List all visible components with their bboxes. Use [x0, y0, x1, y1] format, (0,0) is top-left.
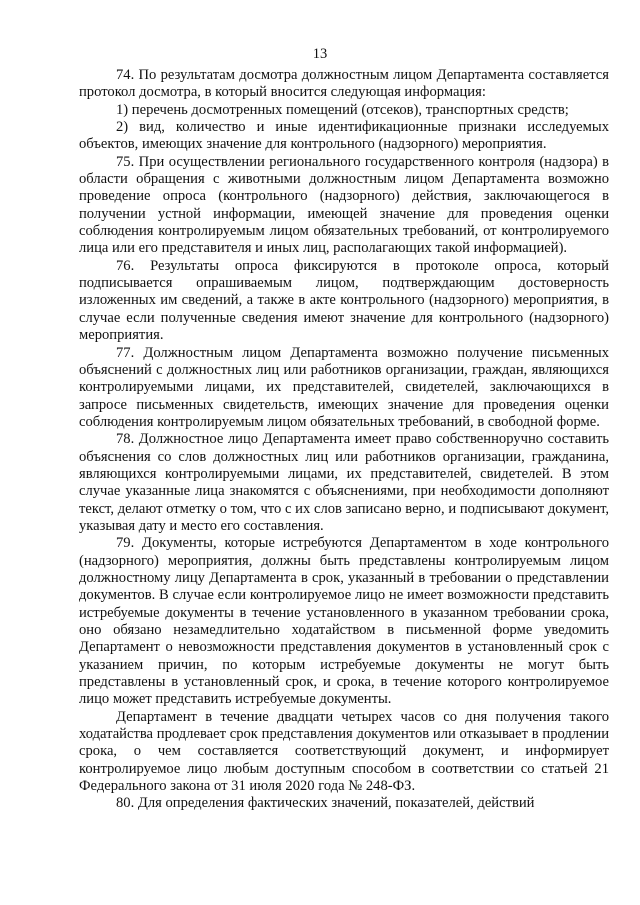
- paragraph-75: 75. При осуществлении регионального государственного контроля (надзора) в области обращения с животными должностным лицом Департамента возможно проведение опроса (контрольного (надзорного) действия, заключающегося в получении устной информации, имеющей значение для проведения оценки соблюдения контролируемым лицом обязательных требований, от контролируемого лица или его представителя и иных лиц, располагающих такой информацией).: [79, 153, 609, 257]
- paragraph-76: 76. Результаты опроса фиксируются в протоколе опроса, который подписывается опрашиваемым лицом, подтверждающим достоверность изложенных им сведений, а также в акте контрольного (надзорного) мероприятия, в случае если полученные сведения имеют значение для контрольного (надзорного) мероприятия.: [79, 257, 609, 344]
- paragraph-78: 78. Должностное лицо Департамента имеет право собственноручно составить объяснения со слов должностных лиц или работников организации, гражданина, являющихся контролируемыми лицами, их представителей, свидетелей. В этом случае указанные лица знакомятся с объяснениями, при необходимости дополняют текст, делают отметку о том, что с их слов записано верно, и подписывают документ, указывая дату и место его составления.: [79, 431, 609, 534]
- page-number: 13: [312, 46, 328, 62]
- list-item-1: 1) перечень досмотренных помещений (отсеков), транспортных средств;: [116, 101, 569, 118]
- paragraph-77: 77. Должностным лицом Департамента возможно получение письменных объяснений с должностных лиц или работников организации, граждан, являющихся контролируемыми лицами, их представителей, свидетелей, заключающихся в запросе письменных свидетельств, имеющих значение для проведения оценки соблюдения контролируемым лицом обязательных требований, в свободной форме.: [79, 344, 609, 430]
- paragraph-74: 74. По результатам досмотра должностным лицом Департамента составляется протокол досмотра, в который вносится следующая информация:: [79, 67, 609, 101]
- paragraph-80: 80. Для определения фактических значений, показателей, действий: [116, 795, 535, 812]
- paragraph-79-continuation: Департамент в течение двадцати четырех часов со дня получения такого ходатайства продлевает срок представления документов или отказывает в продлении срока, о чем составляется соответствующий документ, и информирует контролируемое лицо любым доступным способом в соответствии со статьей 21 Федерального закона от 31 июля 2020 года № 248-ФЗ.: [79, 708, 609, 795]
- list-item-2: 2) вид, количество и иные идентификационные признаки исследуемых объектов, имеющих значение для контрольного (надзорного) мероприятия.: [79, 119, 609, 153]
- document-body: [79, 67, 609, 813]
- paragraph-79: 79. Документы, которые истребуются Департаментом в ходе контрольного (надзорного) мероприятия, должны быть представлены контролируемым лицом должностному лицу Департамента в срок, указанный в требовании о представлении документов. В случае если контролируемое лицо не имеет возможности представить истребуемые документы в течение установленного в указанном требовании срока, оно обязано незамедлительно ходатайством в письменной форме уведомить Департамент о невозможности представления документов в установленный срок с указанием причин, по которым истребуемые документы не могут быть представлены в установленный срок, и срока, в течение которого контролируемое лицо может представить истребуемые документы.: [79, 535, 609, 708]
